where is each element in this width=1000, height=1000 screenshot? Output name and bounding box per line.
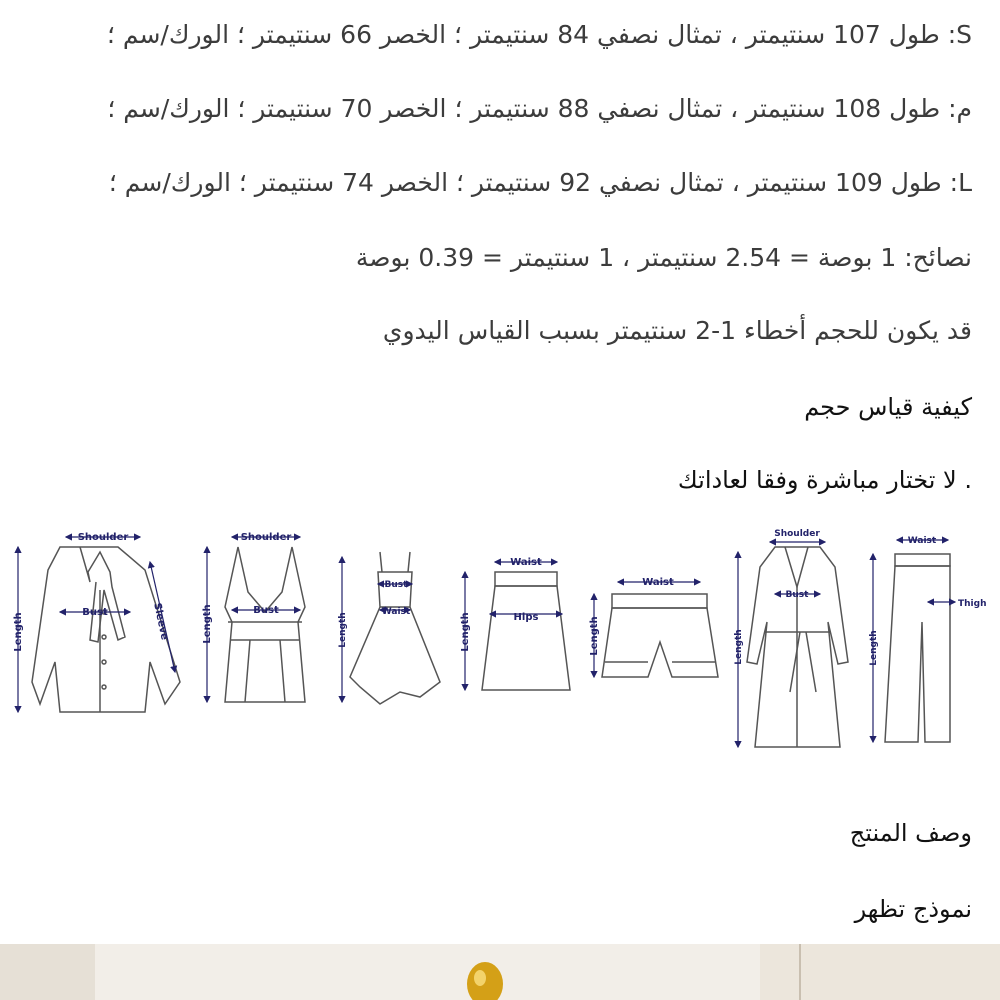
coat-bust-label: Bust (785, 590, 809, 600)
blouse-length-label: Length (13, 612, 24, 652)
trousers-length-label: Length (869, 630, 879, 666)
blouse-sleeve-label: Sleeve (151, 601, 170, 641)
blouse-shoulder-label: Shoulder (77, 532, 129, 543)
size-line-m: م: طول 108 سنتيمتر ، تمثال نصفي 88 سنتيمتر ؛ الخصر 70 سنتيمتر ؛ الورك/سم ؛ (107, 94, 972, 123)
skirt-hips-label: Hips (513, 612, 539, 623)
size-line-l: L: طول 109 سنتيمتر ، تمثال نصفي 92 سنتيمتر ؛ الخصر 74 سنتيمتر ؛ الورك/سم ؛ (108, 168, 972, 197)
trousers-thigh-label: Thigh (958, 599, 987, 609)
top-bust-label: Bust (253, 605, 279, 616)
product-photo (0, 944, 1000, 1000)
dress-bust-label: Bust (384, 580, 408, 590)
measurement-diagrams-svg (0, 512, 1000, 774)
skirt-diagram (482, 572, 570, 690)
blouse-bust-label: Bust (82, 607, 108, 618)
top-length-label: Length (202, 604, 213, 644)
shorts-length-label: Length (589, 616, 600, 656)
trousers-diagram (885, 554, 950, 742)
how-to-measure-heading: كيفية قياس حجم (804, 393, 972, 421)
trousers-waist-label: Waist (907, 536, 937, 546)
measurement-diagrams (0, 512, 1000, 774)
skirt-waist-label: Waist (510, 557, 542, 568)
coat-diagram (747, 547, 848, 747)
coat-shoulder-label: Shoulder (774, 529, 820, 539)
top-shoulder-label: Shoulder (240, 532, 292, 543)
measurement-error-note: قد يكون للحجم أخطاء 1-2 سنتيمتر بسبب القياس اليدوي (382, 316, 972, 345)
choose-size-note: . لا تختار مباشرة وفقا لعاداتك (677, 466, 972, 494)
dress-waist-label: Waist (381, 607, 411, 617)
dress-diagram (350, 552, 440, 704)
shorts-waist-label: Waist (642, 577, 674, 588)
top-diagram (225, 547, 305, 702)
model-shows-heading: نموذج تظهر (854, 895, 972, 923)
skirt-length-label: Length (460, 612, 471, 652)
product-photo-svg (0, 944, 1000, 1000)
coat-length-label: Length (734, 629, 744, 665)
product-description-heading: وصف المنتج (849, 819, 972, 847)
size-line-s: S: طول 107 سنتيمتر ، تمثال نصفي 84 سنتيمتر ؛ الخصر 66 سنتيمتر ؛ الورك/سم ؛ (106, 20, 972, 49)
conversion-tip: نصائح: 1 بوصة = 2.54 سنتيمتر ، 1 سنتيمتر = 0.39 بوصة (355, 243, 972, 272)
dress-length-label: Length (338, 612, 348, 648)
shorts-diagram (602, 594, 718, 677)
